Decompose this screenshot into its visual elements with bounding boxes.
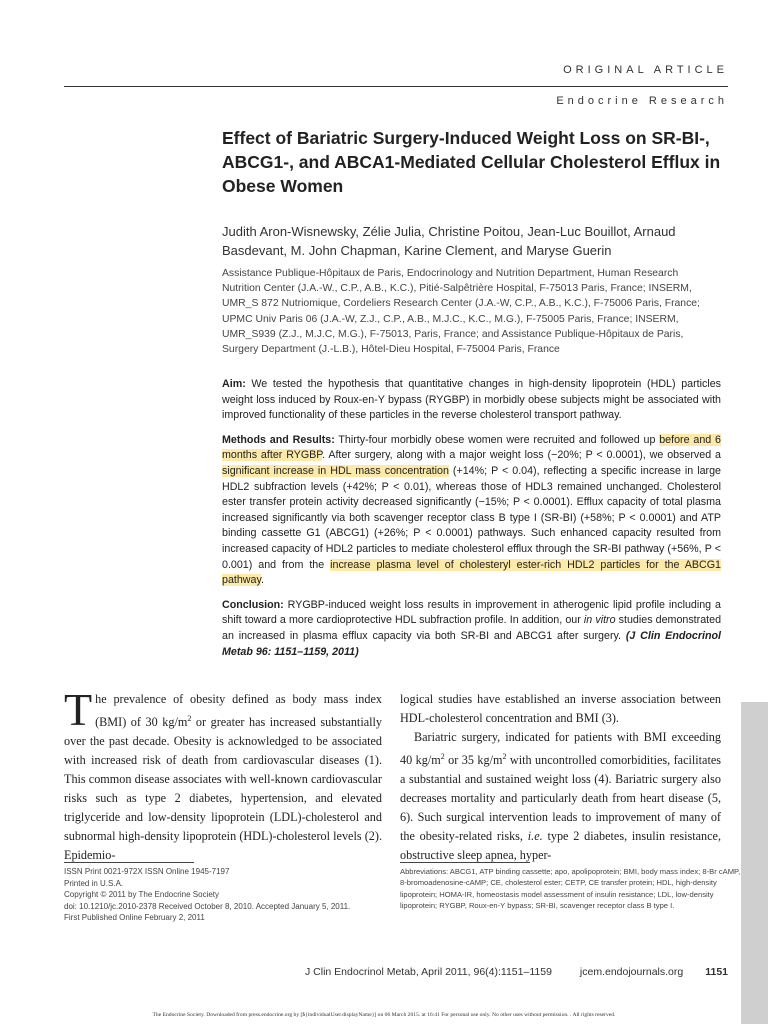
methods-text-4: . <box>261 574 264 587</box>
abbreviations: Abbreviations: ABCG1, ATP binding cassette; apo, apolipoprotein; BMI, body mass index; 8-Br cAMP, 8-bromoadenosine-cAMP; CE, cholesterol ester; CETP, CE transfer protein; HDL, high-density lipoprotein; HOMA-IR, homeostasis model assessment of insulin resistance; LDL, low-density lipoprotein; RYGBP, Roux-en-Y bypass; SR-BI, scavenger receptor class B type I. <box>400 867 741 911</box>
intro-paragraph <box>64 684 382 865</box>
bariatric-text-2: or 35 kg/m <box>444 753 503 768</box>
intro-text-1: he prevalence of obesity defined as body mass index (BMI) of 30 kg/m <box>95 692 382 730</box>
drop-cap: T <box>64 684 93 735</box>
journal-citation: J Clin Endocrinol Metab, April 2011, 96(4):1151–1159 <box>305 966 552 978</box>
superscript: 2 <box>187 714 192 723</box>
author-list: Judith Aron-Wisnewsky, Zélie Julia, Christine Poitou, Jean-Luc Bouillot, Arnaud Basdevant, M. John Chapman, Karine Clement, and Maryse Guerin <box>222 224 676 258</box>
bariatric-text-3: with uncontrolled comorbidities, facilitates a substantial and sustained weight loss (4). Bariatric surgery also decreases mortality and particularly death from heart disease (5, 6). Such surgical intervention leads to improvement of many of the obesity-related risks, <box>400 753 721 844</box>
highlight-2[interactable]: significant increase in HDL mass concentration <box>222 464 449 477</box>
published-line: First Published Online February 2, 2011 <box>64 913 205 923</box>
affiliations: Assistance Publique-Hôpitaux de Paris, Endocrinology and Nutrition Department, Human Research Nutrition Center (J.A.-W., C.P., A.B., K.C.), Pitié-Salpêtrière Hospital, F-75013 Paris, France; INSERM, UMR_S 872 Nutriomique, Cordeliers Research Center (J.A.-W, C.P., A.B., K.C.), F-75006 Paris, France; UPMC Univ Paris 06 (J.A.-W, Z.J., C.P., A.B., M.J.C., K.C., M.G.), F-75005 Paris, France; INSERM, UMR_S939 (Z.J., M.J.C, M.G.), F-75013, Paris, France; and Assistance Publique-Hôpitaux de Paris, Surgery Department (J.-L.B.), Hôtel-Dieu Hospital, F-75004 Paris, France <box>222 268 700 356</box>
body-column-right <box>400 690 721 865</box>
issn-line: ISSN Print 0021-972X ISSN Online 1945-7197 <box>64 867 230 876</box>
bariatric-paragraph <box>400 728 721 865</box>
abstract-aim <box>222 377 721 424</box>
conclusion-text-2: studies demonstrated an increased in plasma efflux capacity via both SR-BI and ABCG1 after surgery. <box>222 614 722 642</box>
subsection-label: Endocrine Research <box>556 95 728 107</box>
page-footer <box>305 966 728 978</box>
journal-site[interactable]: jcem.endojournals.org <box>579 966 684 978</box>
aim-label: Aim: <box>222 378 246 390</box>
conclusion-italic: in vitro <box>583 614 616 627</box>
superscript: 2 <box>502 752 507 761</box>
ie-italic: i.e. <box>527 829 543 844</box>
highlight-3[interactable]: increase plasma level of cholesteryl ester-rich HDL2 particles for the ABCG1 pathway <box>222 558 722 587</box>
methods-text-2: . After surgery, along with a major weight loss (−20%; P < 0.0001), we observed a <box>322 449 721 462</box>
abstract-methods <box>222 433 721 589</box>
margin-tab <box>741 702 768 1024</box>
footnote-rule-left <box>64 862 194 863</box>
body-column-left <box>64 684 382 865</box>
bariatric-text-1: Bariatric surgery, indicated for patients with BMI exceeding 40 kg/m <box>400 730 721 768</box>
conclusion-label: Conclusion: <box>222 598 284 611</box>
page-number: 1151 <box>705 966 728 978</box>
header-rule <box>64 86 728 87</box>
publication-info <box>64 866 384 924</box>
highlight-1[interactable]: before and 6 months after RYGBP <box>222 433 721 462</box>
copyright-line: Copyright © 2011 by The Endocrine Society <box>64 890 220 900</box>
doi-line: doi: 10.1210/jc.2010-2378 Received October 8, 2010. Accepted January 5, 2011. <box>64 901 351 911</box>
abstract-conclusion <box>222 598 721 660</box>
methods-text-3: (+14%; P < 0.04), reflecting a specific increase in large HDL2 subfraction levels (+42%; P < 0.01), whereas those of HDL3 remained unchanged. Cholesterol ester transfer protein activity decreased significantly (−15%; P < 0.0001). Efflux capacity of total plasma increased significantly via both scavenger receptor class B type I (SR-BI) (+58%; P < 0.0001) and ATP binding cassette G1 (ABCG1) (+26%; P < 0.0001) pathways. Such enhanced capacity resulted from increased capacity of HDL2 particles to mediate cholesterol efflux through the SR-BI pathway (+56%, P < 0.001) and from the <box>222 464 721 571</box>
abstract <box>222 377 721 669</box>
download-notice: The Endocrine Society. Downloaded from press.endocrine.org by [${individualUser.displayName}] on 06 March 2015. at 16:41 For personal use only. No other uses without permission. . All rights reserved. <box>152 1012 616 1018</box>
footnote-rule-right <box>400 862 530 863</box>
section-label: ORIGINAL ARTICLE <box>563 64 728 76</box>
superscript: 2 <box>440 752 445 761</box>
intro-text-2: or greater has increased substantially over the past decade. Obesity is acknowledged to be associated with increased risk of death from cardiovascular diseases (1). This common disease associates with well-known cardiovascular risks such as type 2 diabetes, hypertension, and elevated triglyceride and low-density lipoprotein (LDL)-cholesterol and subnormal high-density lipoprotein (HDL)-cholesterol levels (2). Epidemio- <box>64 715 382 863</box>
methods-text-1: Thirty-four morbidly obese women were recruited and followed up <box>334 433 660 446</box>
methods-label: Methods and Results: <box>222 433 335 446</box>
bariatric-text-4: type 2 diabetes, insulin resistance, obstructive sleep apnea, hyper- <box>400 829 721 863</box>
intro-paragraph-cont: logical studies have established an inverse association between HDL-cholesterol concentration and BMI (3). <box>400 692 721 725</box>
aim-text: We tested the hypothesis that quantitative changes in high-density lipoprotein (HDL) particles weight loss induced by Roux-en-Y bypass (RYGBP) in morbidly obese subjects might be associated with improved functionality of these particles in the reverse cholesterol transport pathway. <box>222 378 721 422</box>
abstract-citation: (J Clin Endocrinol Metab 96: 1151–1159, 2011) <box>222 629 721 658</box>
printed-line: Printed in U.S.A. <box>64 878 124 888</box>
conclusion-text-1: RYGBP-induced weight loss results in improvement in atherogenic lipid profile including a shift toward a more cardioprotective HDL subfraction profile. In addition, our <box>222 598 721 627</box>
article-title: Effect of Bariatric Surgery-Induced Weight Loss on SR-BI-, ABCG1-, and ABCA1-Mediated Cellular Cholesterol Efflux in Obese Women <box>222 128 721 196</box>
